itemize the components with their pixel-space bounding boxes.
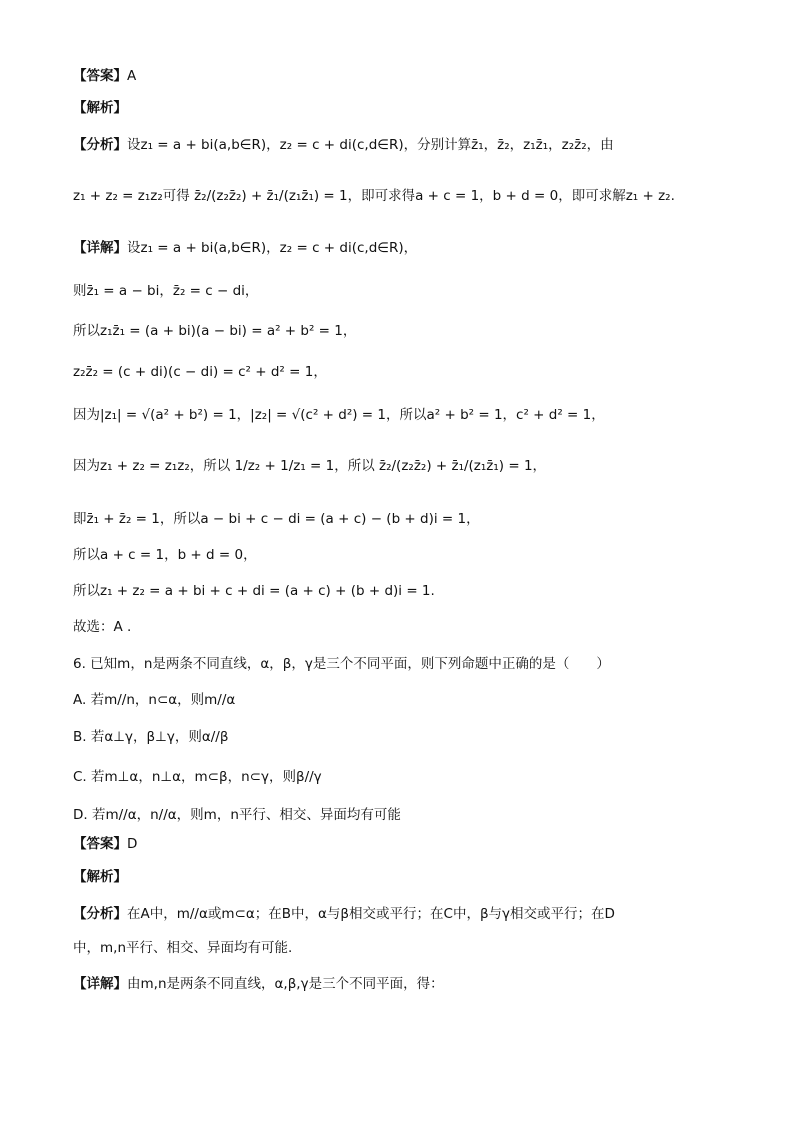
fenxi-text-1-q6: 在A中，m//α或m⊂α；在B中，α与β相交或平行；在C中，β与γ相交或平行；在D xyxy=(127,906,615,922)
step-8-line xyxy=(73,545,257,565)
step-5-line xyxy=(73,405,605,425)
step-3-line xyxy=(73,321,356,341)
step-7: 即z̄₁ + z̄₂ = 1，所以a − bi + c − di = (a + c) − (b + d)i = 1， xyxy=(73,511,480,527)
option-d xyxy=(73,805,401,825)
fenxi-text-2-q6: 中，m,n平行、相交、异面均有可能. xyxy=(73,940,293,956)
fenxi-text-1: 设z₁ = a + bi(a,b∈R)，z₂ = c + di(c,d∈R)，分别计算z̄₁，z̄₂，z₁z̄₁，z₂z̄₂，由 xyxy=(127,137,614,153)
option-c xyxy=(73,767,322,787)
choice-line-q5 xyxy=(73,617,131,637)
fenxi-line1-q6 xyxy=(73,904,615,924)
stem-text: 6. 已知m，n是两条不同直线，α，β，γ是三个不同平面，则下列命题中正确的是（ ） xyxy=(73,656,610,672)
analysis-heading-q5 xyxy=(73,98,127,118)
option-d-text: D. 若m//α，n//α，则m，n平行、相交、异面均有可能 xyxy=(73,807,401,823)
step-6: 因为z₁ + z₂ = z₁z₂，所以 1/z₂ + 1/z₁ = 1，所以 z̄₂/(z₂z̄₂) + z̄₁/(z₁z̄₁) = 1， xyxy=(73,458,547,474)
analysis-label: 【解析】 xyxy=(73,100,127,116)
answer-label: 【答案】 xyxy=(73,68,127,84)
step-4: z₂z̄₂ = (c + di)(c − di) = c² + d² = 1， xyxy=(73,364,327,380)
xiangjie-text-q6: 由m,n是两条不同直线，α,β,γ是三个不同平面，得： xyxy=(127,976,444,992)
option-b xyxy=(73,727,228,747)
fenxi-label: 【分析】 xyxy=(73,137,127,153)
step-7-line xyxy=(73,509,480,529)
step-1: 设z₁ = a + bi(a,b∈R)，z₂ = c + di(c,d∈R)， xyxy=(127,240,418,256)
question-stem-q6 xyxy=(73,654,610,674)
fenxi-line2-q6 xyxy=(73,938,292,958)
option-a xyxy=(73,690,235,710)
option-b-text: B. 若α⊥γ，β⊥γ，则α//β xyxy=(73,729,229,745)
answer-label-q6: 【答案】 xyxy=(73,836,127,852)
step-5: 因为|z₁| = √(a² + b²) = 1，|z₂| = √(c² + d²) = 1，所以a² + b² = 1，c² + d² = 1， xyxy=(73,407,605,423)
step-4-line xyxy=(73,362,327,382)
analysis-heading-q6 xyxy=(73,867,127,887)
step-2-line xyxy=(73,281,258,301)
answer-value-q6: D xyxy=(127,836,138,852)
step-6-line xyxy=(73,456,546,476)
fenxi-label-q6: 【分析】 xyxy=(73,906,127,922)
xiangjie-label: 【详解】 xyxy=(73,240,127,256)
step-3: 所以z₁z̄₁ = (a + bi)(a − bi) = a² + b² = 1， xyxy=(73,323,357,339)
answer-line-q6 xyxy=(73,834,137,854)
fenxi-line1-q5 xyxy=(73,135,614,155)
option-c-text: C. 若m⊥α，n⊥α，m⊂β，n⊂γ，则β//γ xyxy=(73,769,322,785)
option-a-text: A. 若m//n，n⊂α，则m//α xyxy=(73,692,236,708)
step-9-line xyxy=(73,581,435,601)
fenxi-text-2: z₁ + z₂ = z₁z₂可得 z̄₂/(z₂z̄₂) + z̄₁/(z₁z̄₁) = 1，即可求得a + c = 1，b + d = 0，即可求解z₁ + z₂. xyxy=(73,188,675,204)
step-8: 所以a + c = 1，b + d = 0， xyxy=(73,547,257,563)
step-2: 则z̄₁ = a − bi，z̄₂ = c − di， xyxy=(73,283,259,299)
xiangjie-label-q6: 【详解】 xyxy=(73,976,127,992)
answer-value: A xyxy=(127,68,137,84)
fenxi-line2-q5 xyxy=(73,186,675,206)
analysis-label-q6: 【解析】 xyxy=(73,869,127,885)
xiangjie-line-q6 xyxy=(73,974,444,994)
step-9: 所以z₁ + z₂ = a + bi + c + di = (a + c) + (b + d)i = 1. xyxy=(73,583,435,599)
answer-line-q5 xyxy=(73,66,136,86)
xiangjie-line-q5 xyxy=(73,238,417,258)
choice-text: 故选：A . xyxy=(73,619,132,635)
